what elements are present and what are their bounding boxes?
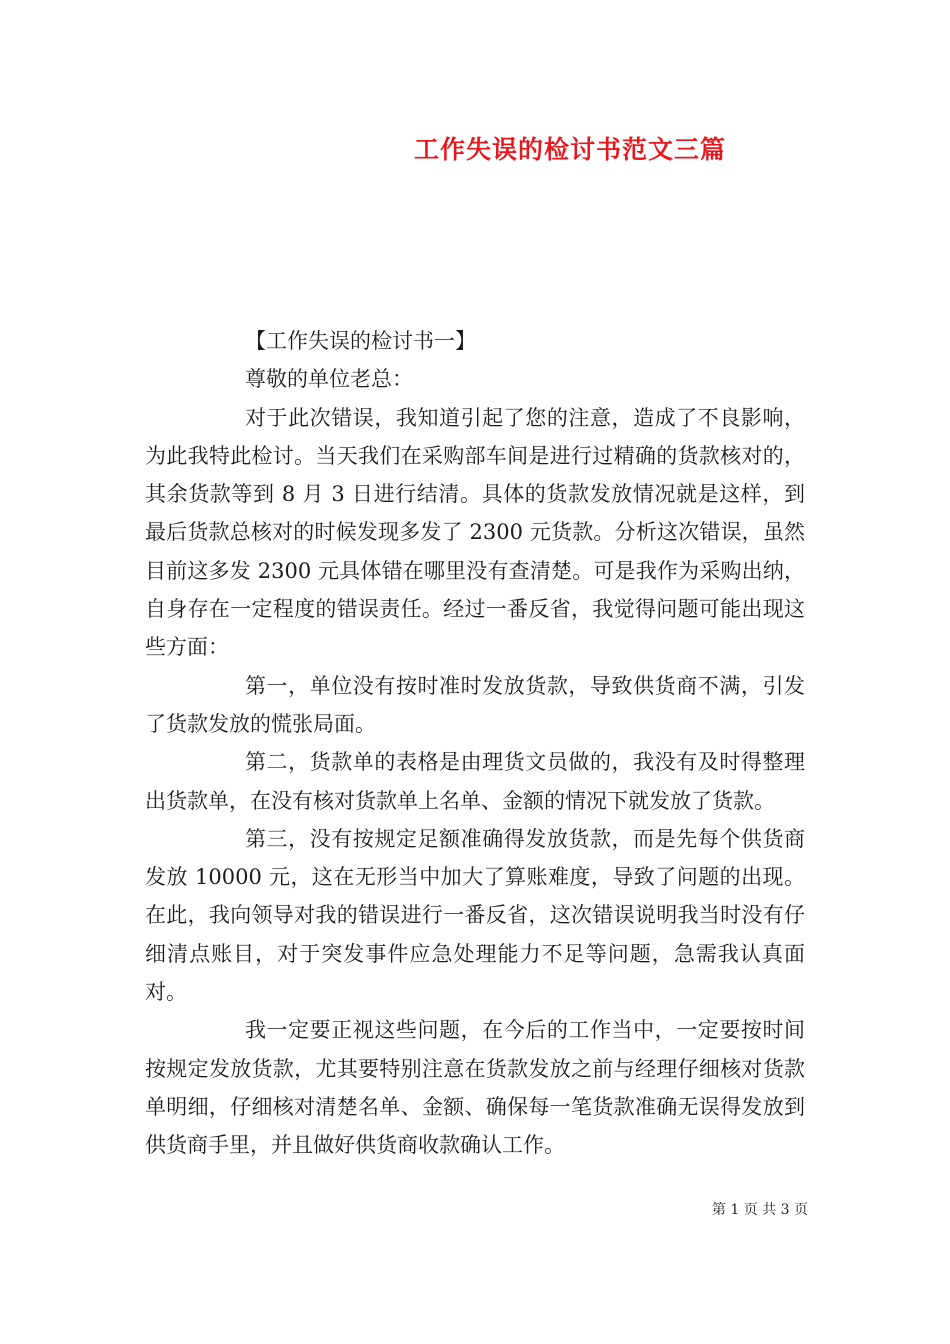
paragraph: 第二，货款单的表格是由理货文员做的，我没有及时得整理出货款单，在没有核对货款单上名单、金额的情况下就发放了货款。 (145, 750, 805, 813)
paragraph: 第三，没有按规定足额准确得发放货款，而是先每个供货商发放 10000 元，这在无形当中加大了算账难度，导致了问题的出现。在此，我向领导对我的错误进行一番反省，这次错误说明我当时没有仔细清点账目，对于突发事件应急处理能力不足等问题，急需我认真面对。 (145, 826, 805, 1005)
paragraph: 第一，单位没有按时准时发放货款，导致供货商不满，引发了货款发放的慌张局面。 (145, 673, 805, 736)
section-heading: 【工作失误的检讨书一】 (245, 329, 476, 353)
paragraph: 我一定要正视这些问题，在今后的工作当中，一定要按时间按规定发放货款，尤其要特别注意在货款发放之前与经理仔细核对货款单明细，仔细核对清楚名单、金额、确保每一笔货款准确无误得发放到供货商手里，并且做好供货商收款确认工作。 (145, 1018, 805, 1158)
document-body (145, 322, 805, 1165)
document-title: 工作失误的检讨书范文三篇 (413, 135, 726, 164)
page-number: 第 1 页 共 3 页 (711, 1202, 808, 1218)
salutation: 尊敬的单位老总： (245, 367, 413, 392)
paragraph: 对于此次错误，我知道引起了您的注意，造成了不良影响，为此我特此检讨。当天我们在采购部车间是进行过精确的货款核对的，其余货款等到 8 月 3 日进行结清。具体的货款发放情况就是这样，到最后货款总核对的时候发现多发了 2300 元货款。分析这次错误，虽然目前这多发 2300 元具体错在哪里没有查清楚。可是我作为采购出纳，自身存在一定程度的错误责任。经过一番反省，我觉得问题可能出现这些方面： (145, 405, 805, 660)
